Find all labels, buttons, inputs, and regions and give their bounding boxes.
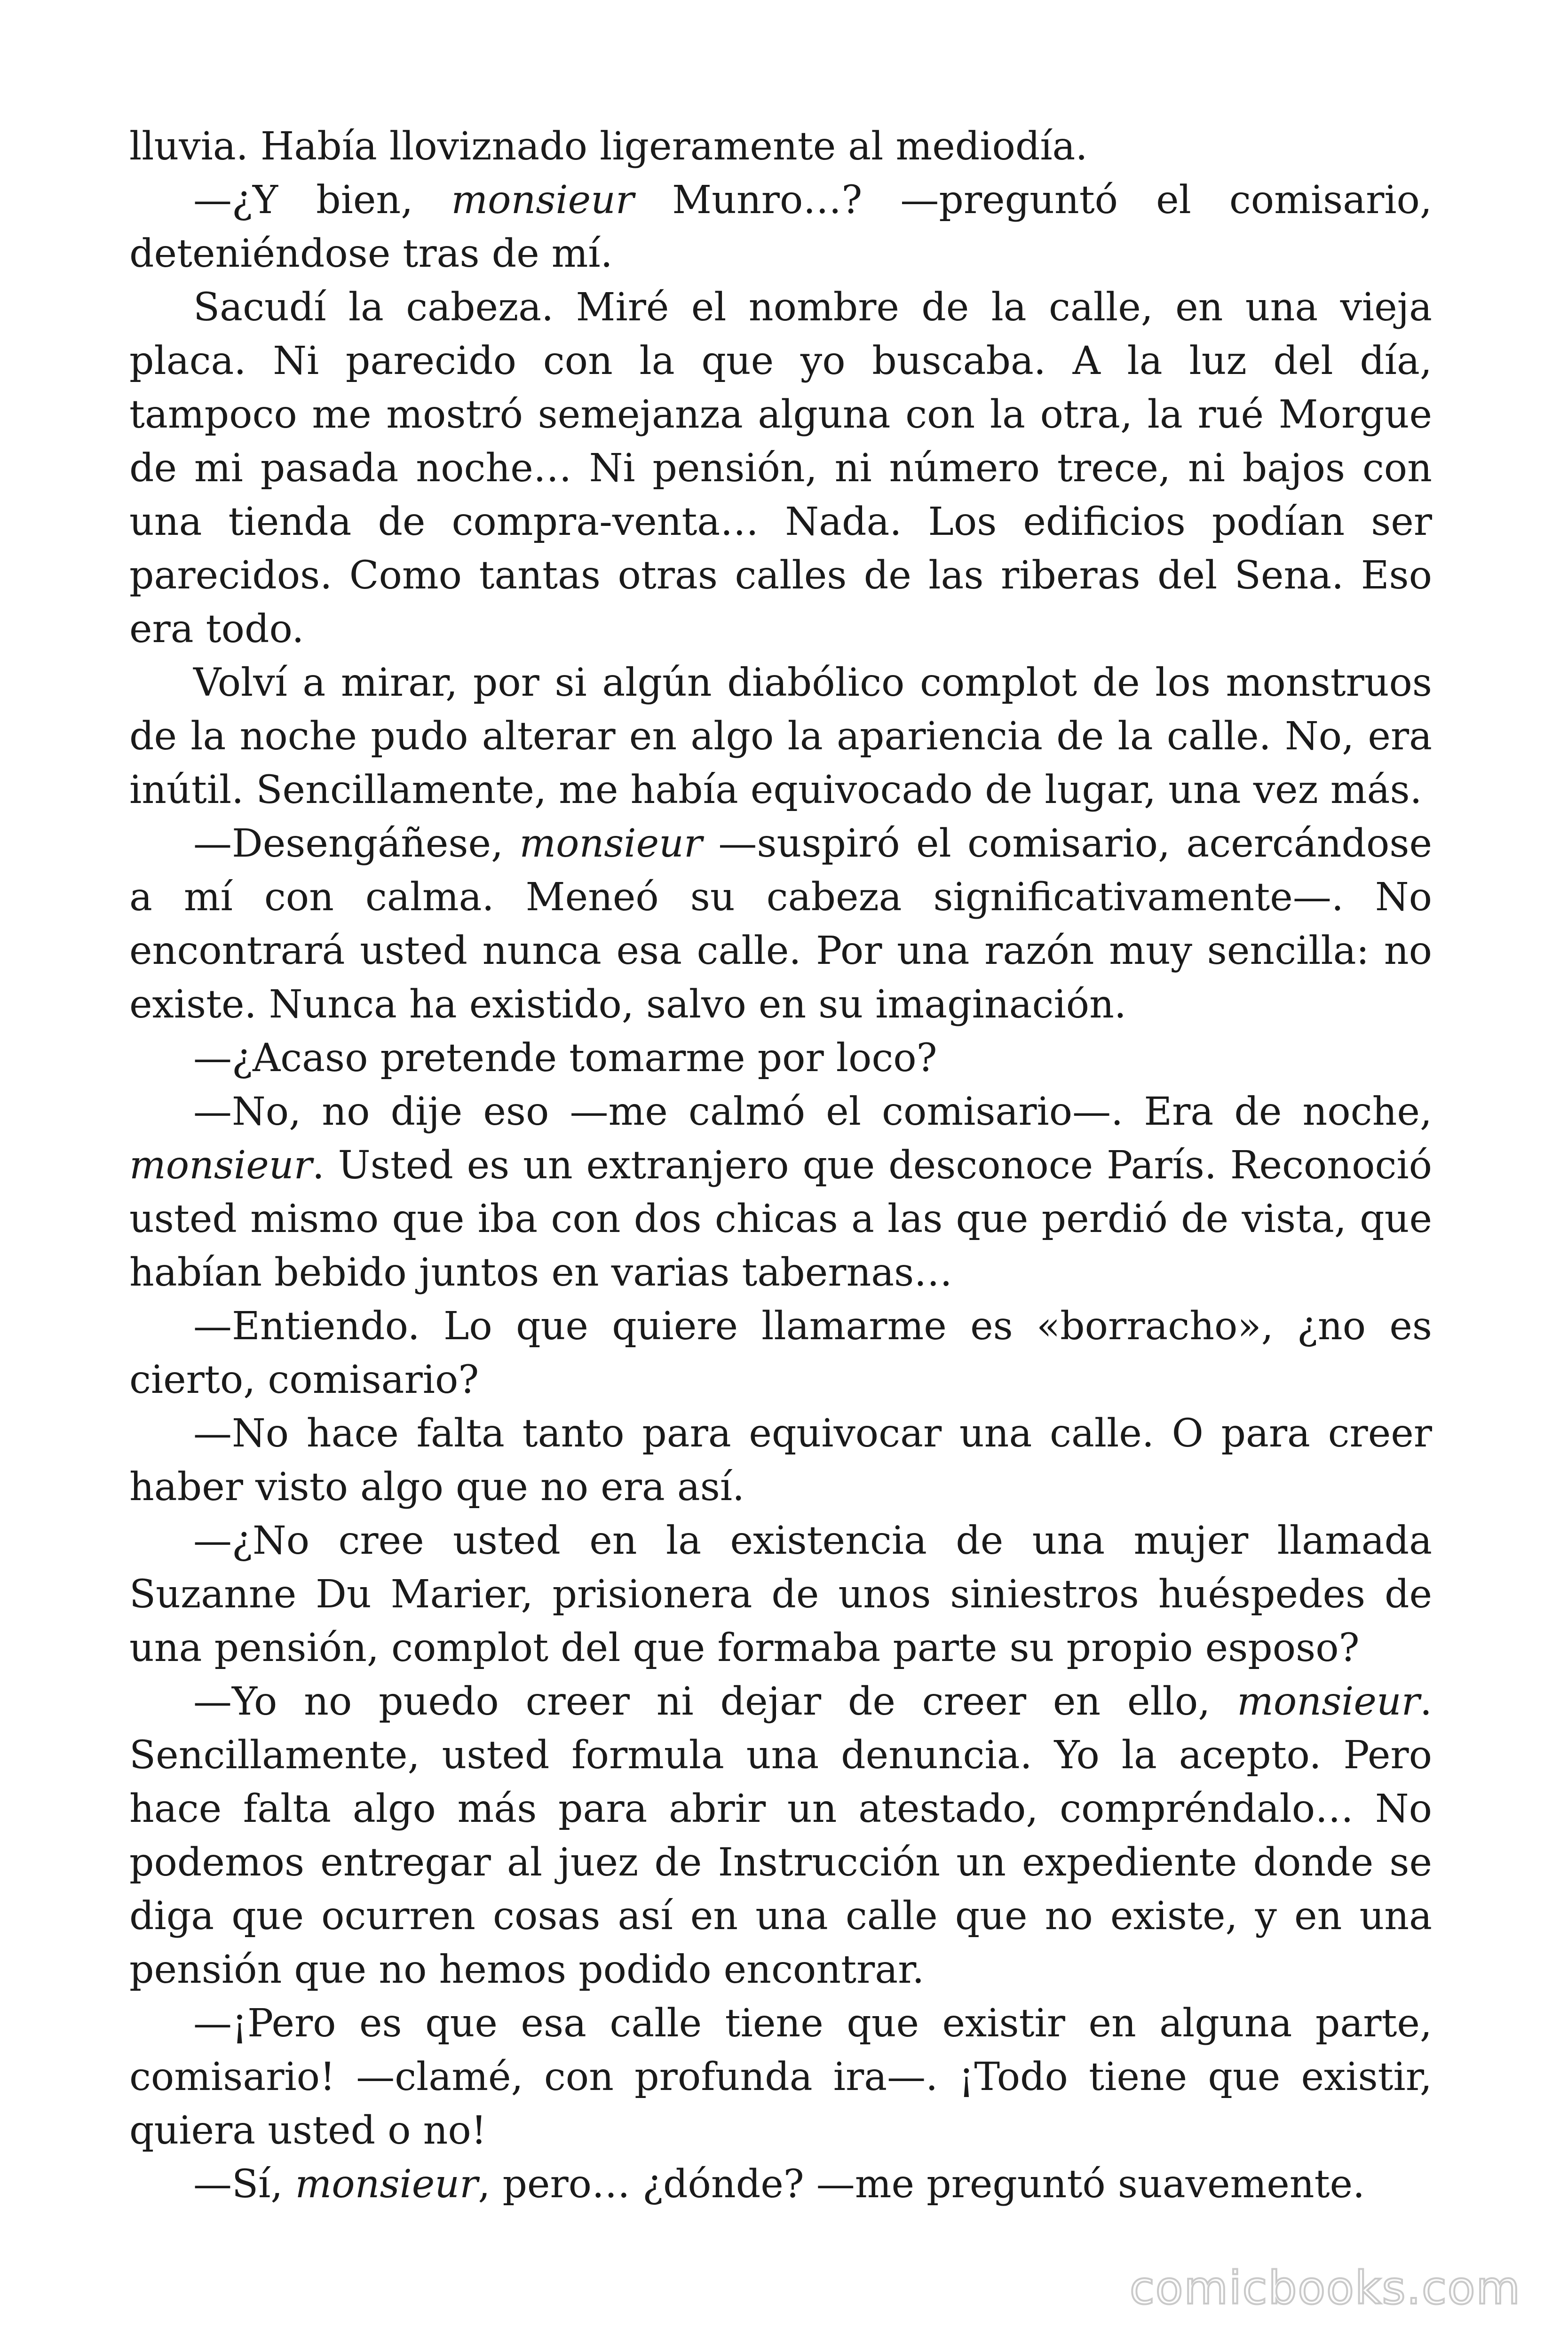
text-run: —No hace falta tanto para equivocar una calle. O para creer haber visto algo que no era así.: [129, 1411, 1432, 1510]
paragraph: [129, 1300, 1432, 1407]
text-run: , pero… ¿dónde? —me preguntó suavemente.: [478, 2162, 1365, 2207]
text-run: . Sencillamente, usted formula una denuncia. Yo la acepto. Pero hace falta algo más para abrir un atestado, compréndalo… No podemos entregar al juez de Instrucción un expediente donde se diga que ocurren cosas así en una calle que no existe, y en una pensión que no hemos podido encontrar.: [129, 1679, 1432, 1992]
text-run: —suspiró el comisario, acercándose a mí con calma. Meneó su cabeza significativamente—. No encontrará usted nunca esa calle. Por una razón muy sencilla: no existe. Nunca ha existido, salvo en su imaginación.: [129, 821, 1432, 1027]
text-run: lluvia. Había lloviznado ligeramente al mediodía.: [129, 124, 1088, 169]
paragraph: [129, 1514, 1432, 1675]
text-run: —¿Acaso pretende tomarme por loco?: [193, 1036, 937, 1081]
paragraph: [129, 174, 1432, 281]
watermark: comicbooks.com: [1129, 2262, 1521, 2314]
text-run: —Sí,: [193, 2162, 295, 2207]
italic-term: monsieur: [451, 178, 634, 222]
text-run: —¿No cree usted en la existencia de una mujer llamada Suzanne Du Marier, prisionera de unos siniestros huéspedes de una pensión, complot del que formaba parte su propio esposo?: [129, 1518, 1432, 1670]
paragraph: [129, 1085, 1432, 1300]
text-run: —Entiendo. Lo que quiere llamarme es «borracho», ¿no es cierto, comisario?: [129, 1304, 1432, 1402]
paragraph: [129, 281, 1432, 656]
paragraph: [129, 1407, 1432, 1514]
italic-term: monsieur: [129, 1143, 312, 1188]
italic-term: monsieur: [295, 2162, 478, 2207]
paragraph: [129, 1997, 1432, 2158]
text-run: Sacudí la cabeza. Miré el nombre de la calle, en una vieja placa. Ni parecido con la que yo buscaba. A la luz del día, tampoco me mostró semejanza alguna con la otra, la rué Morgue de mi pasada noche… Ni pensión, ni número trece, ni bajos con una tienda de compra-venta… Nada. Los edificios podían ser parecidos. Como tantas otras calles de las riberas del Sena. Eso era todo.: [129, 285, 1432, 652]
text-run: —Yo no puedo creer ni dejar de creer en ello,: [193, 1679, 1237, 1724]
text-run: Munro…? —preguntó el comisario, deteniéndose tras de mí.: [129, 178, 1432, 276]
paragraph: [129, 656, 1432, 817]
paragraph: [129, 120, 1432, 174]
text-run: Volví a mirar, por si algún diabólico complot de los monstruos de la noche pudo alterar en algo la apariencia de la calle. No, era inútil. Sencillamente, me había equivocado de lugar, una vez más.: [129, 660, 1432, 812]
paragraph: [129, 1032, 1432, 1085]
body-text: [129, 120, 1432, 2211]
italic-term: monsieur: [519, 821, 703, 866]
text-run: —No, no dije eso —me calmó el comisario—. Era de noche,: [193, 1089, 1432, 1134]
text-run: —¡Pero es que esa calle tiene que existir en alguna parte, comisario! —clamé, con profunda ira—. ¡Todo tiene que existir, quiera usted o no!: [129, 2001, 1432, 2153]
paragraph: [129, 1675, 1432, 1997]
paragraph: [129, 2158, 1432, 2211]
text-run: . Usted es un extranjero que desconoce París. Reconoció usted mismo que iba con dos chicas a las que perdió de vista, que habían bebido juntos en varias tabernas…: [129, 1143, 1432, 1295]
text-run: —Desengáñese,: [193, 821, 520, 866]
italic-term: monsieur: [1237, 1679, 1420, 1724]
paragraph: [129, 817, 1432, 1032]
text-run: —¿Y bien,: [193, 178, 451, 222]
